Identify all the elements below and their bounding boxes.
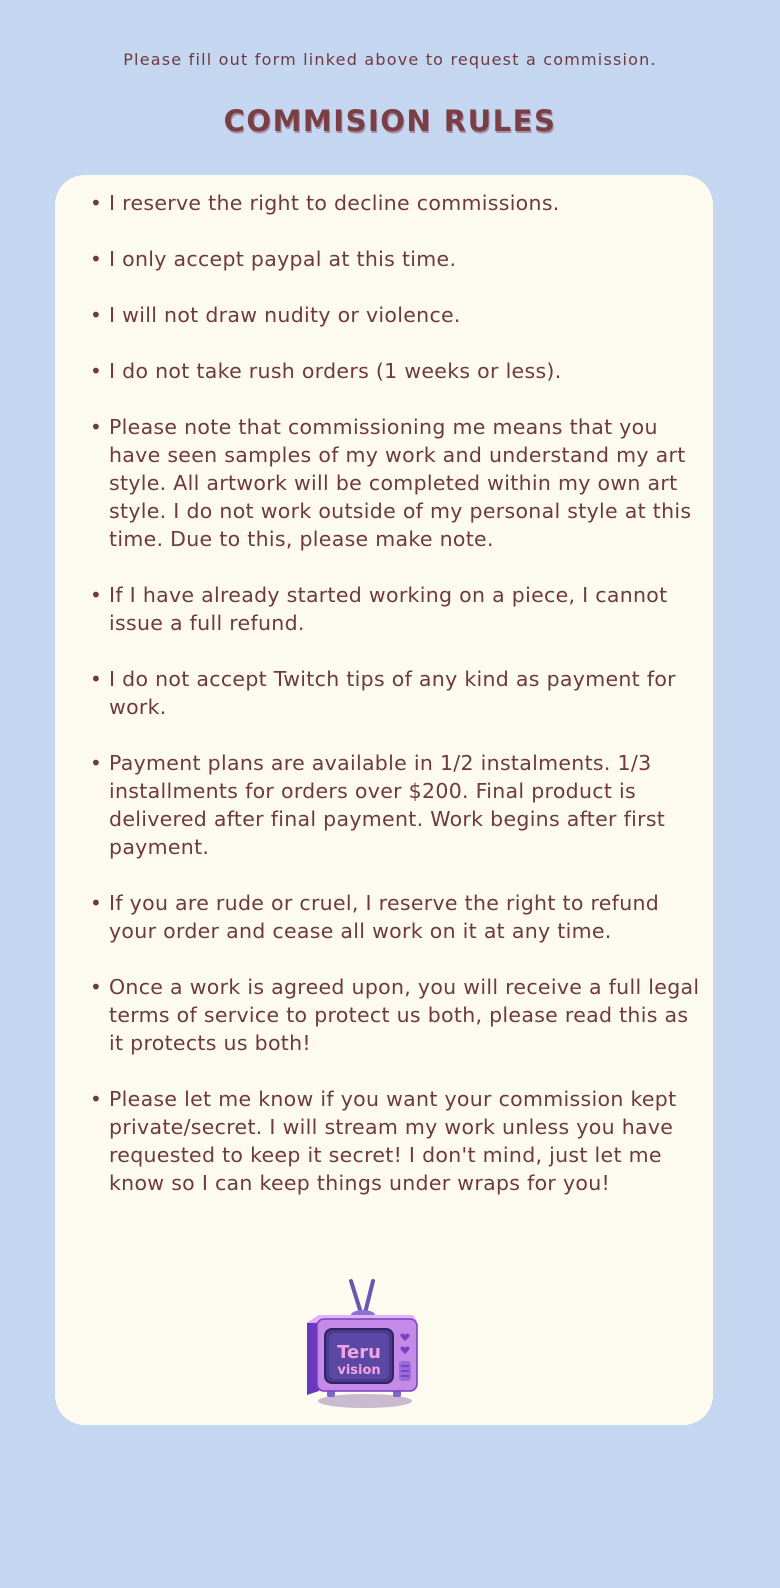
bullet-icon: •	[90, 891, 103, 915]
rule-text: Payment plans are available in 1/2 instalments. 1/3 installments for orders over $200. Final product is delivered after final payment. Work begins after first payment.	[109, 751, 666, 859]
rule-item	[90, 749, 704, 861]
bullet-icon: •	[90, 303, 103, 327]
bullet-icon: •	[90, 667, 103, 691]
rule-item	[90, 1085, 704, 1197]
rule-item	[90, 301, 704, 329]
commission-form-notice: Please fill out form linked above to request a commission.	[123, 50, 657, 69]
rule-item	[90, 665, 704, 721]
rules-card	[55, 175, 713, 1425]
rule-text: Please note that commissioning me means that you have seen samples of my work and understand my art style. All artwork will be completed within my own art style. I do not work outside of my personal style at this time. Due to this, please make note.	[109, 415, 692, 551]
rule-text: I do not accept Twitch tips of any kind as payment for work.	[109, 667, 676, 719]
rule-item	[90, 357, 704, 385]
rule-text: Once a work is agreed upon, you will receive a full legal terms of service to protect us both, please read this as it protects us both!	[109, 975, 700, 1055]
page-title: COMMISION RULES	[223, 104, 557, 138]
bullet-icon: •	[90, 583, 103, 607]
rule-item	[90, 581, 704, 637]
rule-item	[90, 189, 704, 217]
bullet-icon: •	[90, 247, 103, 271]
bullet-icon: •	[90, 359, 103, 383]
bullet-icon: •	[90, 975, 103, 999]
bullet-icon: •	[90, 1087, 103, 1111]
rule-text: I do not take rush orders (1 weeks or less).	[109, 359, 562, 383]
rule-text: If you are rude or cruel, I reserve the right to refund your order and cease all work on it at any time.	[109, 891, 660, 943]
logo-text-line2: vision	[337, 1363, 381, 1378]
rule-text: I only accept paypal at this time.	[109, 247, 457, 271]
rules-list	[90, 189, 704, 1225]
bullet-icon: •	[90, 415, 103, 439]
bullet-icon: •	[90, 751, 103, 775]
rule-item	[90, 245, 704, 273]
rule-item	[90, 413, 704, 553]
rule-text: Please let me know if you want your commission kept private/secret. I will stream my work unless you have requested to keep it secret! I don't mind, just let me know so I can keep things under wraps for you!	[109, 1087, 677, 1195]
logo-text-line1: Teru	[337, 1342, 381, 1363]
rule-text: If I have already started working on a piece, I cannot issue a full refund.	[109, 583, 668, 635]
rule-item	[90, 889, 704, 945]
rule-item	[90, 973, 704, 1057]
rule-text: I will not draw nudity or violence.	[109, 303, 461, 327]
rule-text: I reserve the right to decline commissions.	[109, 191, 560, 215]
bullet-icon: •	[90, 191, 103, 215]
tv-icon	[305, 1277, 423, 1409]
